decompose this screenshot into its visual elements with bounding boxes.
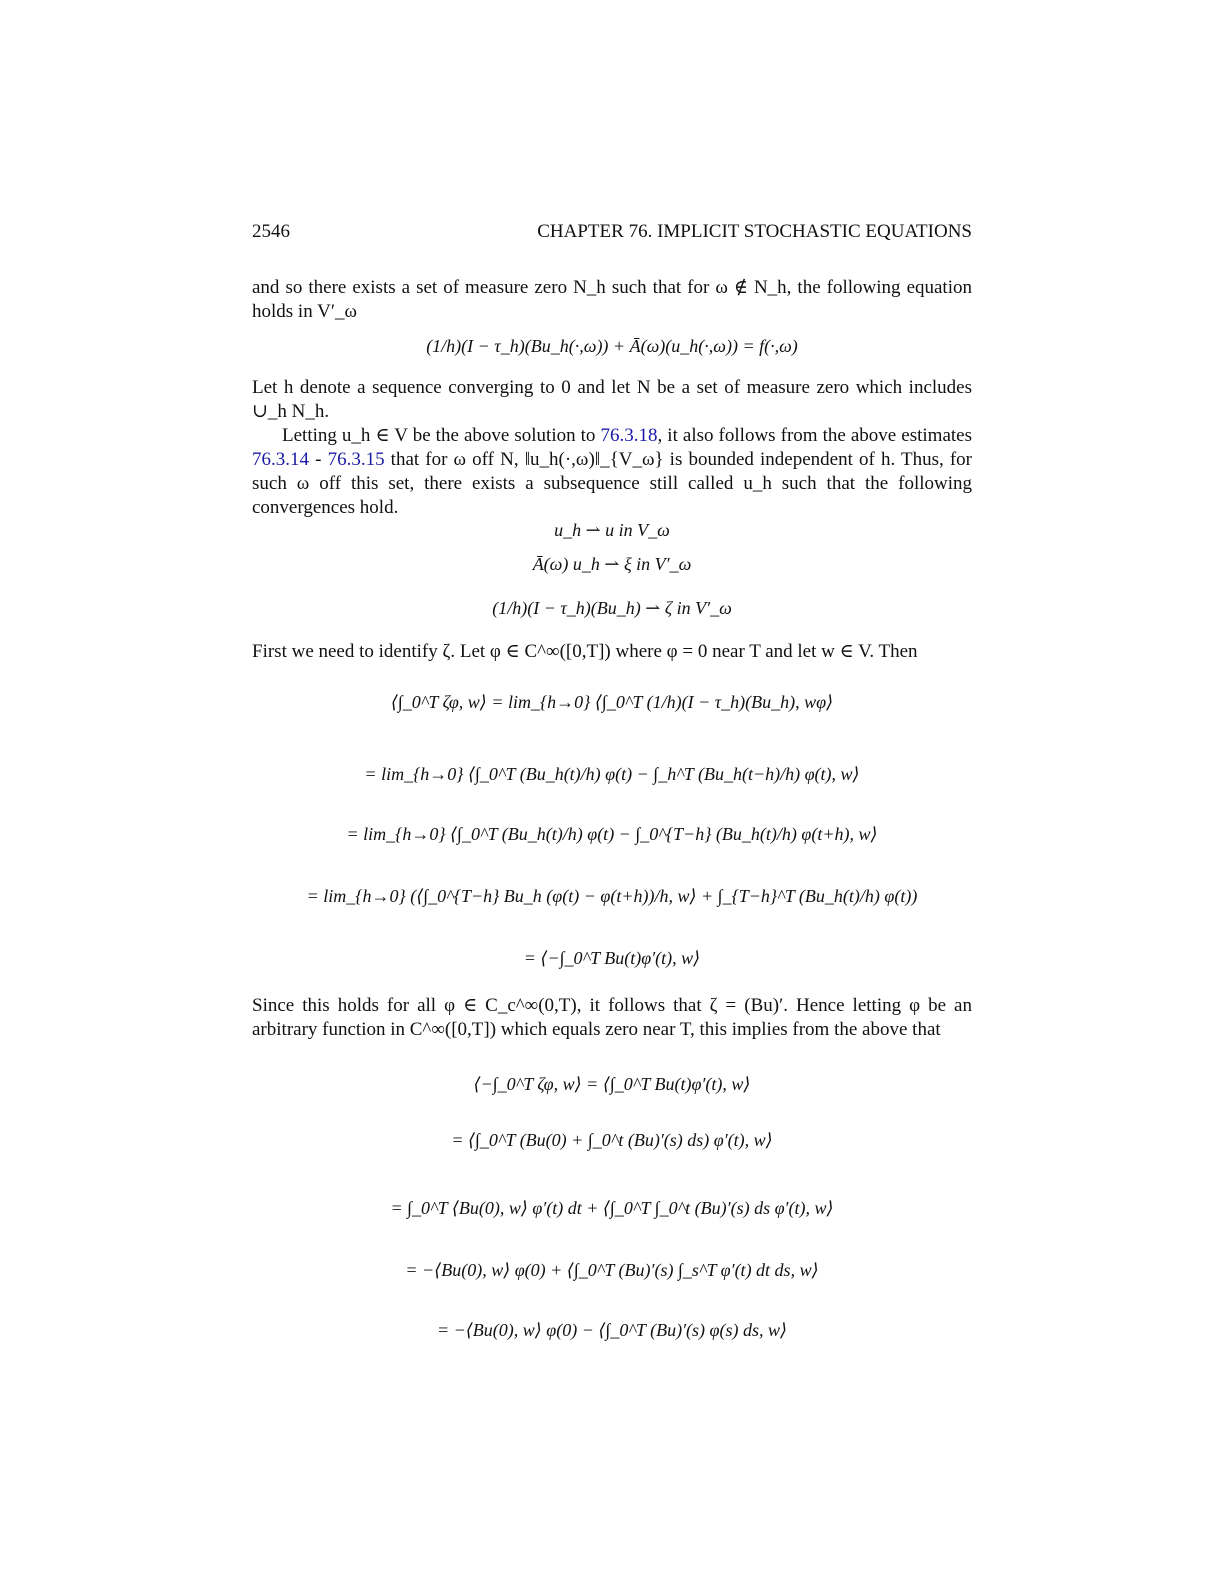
equation-line-4: = −⟨Bu(0), w⟩ φ(0) + ⟨∫_0^T (Bu)′(s) ∫_s^T φ′(t) dt ds, w⟩: [405, 1260, 819, 1280]
paragraph-sequence: Let h denote a sequence converging to 0 and let N be a set of measure zero which includes ∪_h N_h.: [252, 377, 972, 422]
equation-main: (1/h)(I − τ_h)(Bu_h(·,ω)) + Ā(ω)(u_h(·,ω)) = f(·,ω): [426, 336, 798, 356]
paragraph-conclusion: Since this holds for all φ ∈ C_c^∞(0,T), it follows that ζ = (Bu)′. Hence letting φ be an arbitrary function in C^∞([0,T]) which equals zero near T, this implies from the above that: [252, 995, 972, 1040]
paragraph-text: Letting u_h ∈ V be the above solution to: [282, 425, 601, 446]
convergence-3: (1/h)(I − τ_h)(Bu_h) ⇀ ζ in V′_ω: [492, 598, 732, 618]
equation-line-5: = −⟨Bu(0), w⟩ φ(0) − ⟨∫_0^T (Bu)′(s) φ(s) ds, w⟩: [436, 1320, 788, 1340]
equation-ref-link[interactable]: 76.3.14: [252, 449, 309, 470]
paragraph-text: that for ω off N, ‖u_h(·,ω)‖_{V_ω} is bounded independent of h. Thus, for such ω off this set, there exists a subsequence still called u_h such that the following convergences hold.: [252, 449, 972, 518]
equation-line-3: = ∫_0^T ⟨Bu(0), w⟩ φ′(t) dt + ⟨∫_0^T ∫_0^t (Bu)′(s) ds φ′(t), w⟩: [390, 1198, 834, 1218]
equation-line-1: ⟨−∫_0^T ζφ, w⟩ = ⟨∫_0^T Bu(t)φ′(t), w⟩: [473, 1074, 751, 1094]
running-header: [252, 221, 972, 243]
derivation-line-2: = lim_{h→0} ⟨∫_0^T (Bu_h(t)/h) φ(t) − ∫_h^T (Bu_h(t−h)/h) φ(t), w⟩: [364, 764, 860, 784]
equation-line-2: = ⟨∫_0^T (Bu(0) + ∫_0^t (Bu)′(s) ds) φ′(t), w⟩: [451, 1130, 773, 1150]
derivation-line-4: = lim_{h→0} (⟨∫_0^{T−h} Bu_h (φ(t) − φ(t+h))/h, w⟩ + ∫_{T−h}^T (Bu_h(t)/h) φ(t)): [306, 886, 918, 906]
derivation-line-3: = lim_{h→0} ⟨∫_0^T (Bu_h(t)/h) φ(t) − ∫_0^{T−h} (Bu_h(t)/h) φ(t+h), w⟩: [346, 824, 878, 844]
convergence-2: Ā(ω) u_h ⇀ ξ in V′_ω: [532, 554, 692, 574]
paragraph-identify: First we need to identify ζ. Let φ ∈ C^∞([0,T]) where φ = 0 near T and let w ∈ V. Then: [252, 641, 918, 662]
convergence-1: u_h ⇀ u in V_ω: [554, 520, 670, 540]
equation-ref-link[interactable]: 76.3.15: [327, 449, 385, 470]
paragraph-text: -: [309, 449, 328, 470]
paragraph-intro: and so there exists a set of measure zero N_h such that for ω ∉ N_h, the following equation holds in V′_ω: [252, 277, 972, 322]
paragraph-text: , it also follows from the above estimates: [657, 425, 972, 446]
derivation-line-1: ⟨∫_0^T ζφ, w⟩ = lim_{h→0} ⟨∫_0^T (1/h)(I − τ_h)(Bu_h), wφ⟩: [390, 692, 834, 712]
paragraph-estimates: [252, 424, 972, 520]
page-number: 2546: [252, 221, 290, 242]
chapter-title: CHAPTER 76. IMPLICIT STOCHASTIC EQUATIONS: [537, 221, 972, 242]
derivation-line-5: = ⟨−∫_0^T Bu(t)φ′(t), w⟩: [523, 948, 701, 968]
equation-ref-link[interactable]: 76.3.18: [600, 425, 658, 446]
